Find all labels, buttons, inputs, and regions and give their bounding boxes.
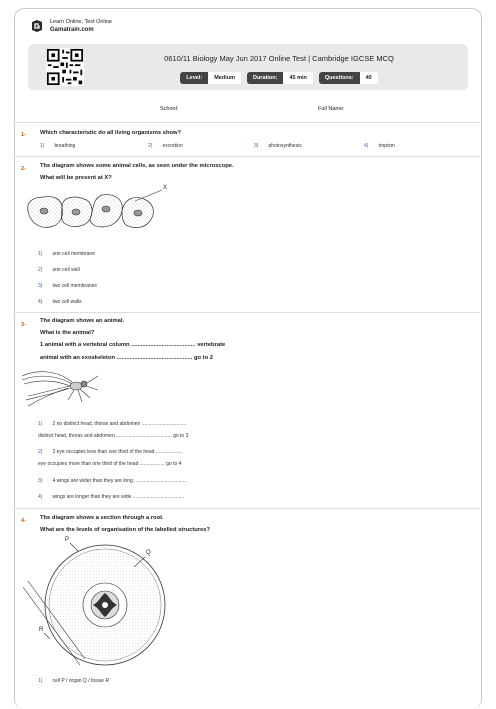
diagram-label-q: Q <box>146 550 151 556</box>
option-number: 3) <box>38 478 43 484</box>
option-number: 2) <box>38 449 43 455</box>
brand[interactable] <box>30 18 112 34</box>
option-number: 1) <box>38 678 43 684</box>
option-number: 3) <box>254 143 259 149</box>
test-title: 0610/11 Biology May Jun 2017 Online Test | Cambridge IGCSE MCQ <box>164 54 394 63</box>
option[interactable] <box>38 267 80 273</box>
diagram-label-p: P <box>65 537 70 543</box>
option-text: breathing <box>54 143 76 149</box>
duration-label: Duration: <box>247 72 283 84</box>
option-text: cell P / organ Q / tissue R <box>52 678 110 684</box>
option[interactable] <box>38 251 95 257</box>
option[interactable] <box>148 143 183 149</box>
brand-tagline: Learn Online, Test Online <box>50 19 112 25</box>
option-text: wings are longer than they are wide ..................................... <box>52 494 185 500</box>
option[interactable] <box>38 449 182 455</box>
option-text: tropism <box>378 143 395 149</box>
questions-value: 40 <box>360 72 378 84</box>
gamatrain-logo-icon <box>30 19 44 33</box>
question-text: What will be present at X? <box>40 175 112 181</box>
divider <box>14 122 480 123</box>
question-text: The diagram shows a section through a root. <box>40 515 164 521</box>
root-section-diagram <box>20 537 180 667</box>
option-text: excretion <box>162 143 183 149</box>
option-continuation: eye occupies more than one third of the head .................. go to 4 <box>38 461 182 467</box>
option-number: 1) <box>40 143 45 149</box>
duration-chip <box>247 72 313 84</box>
duration-value: 45 min <box>283 72 312 84</box>
question-text: The diagram shows an animal. <box>40 318 125 324</box>
question-text: The diagram shows some animal cells, as seen under the microscope. <box>40 163 234 169</box>
question-text: 1 animal with a vertebral column ........................................ vertebrate <box>40 342 226 348</box>
option-text: 3 eye occupies less than one third of the head ................... <box>52 449 183 455</box>
option-text: two cell walls <box>52 299 82 305</box>
option-number: 1) <box>38 251 43 257</box>
option[interactable] <box>38 478 187 484</box>
option-text: 4 wings are wider than they are long ...................................... <box>52 478 187 484</box>
option-text: one cell membrane <box>52 251 95 257</box>
option-number: 4) <box>38 299 43 305</box>
option-text: photosynthesis <box>268 143 302 149</box>
question-number: 1- <box>21 132 26 138</box>
option-continuation: distinct head, thorax and abdomen ........................................ go to 3 <box>38 433 189 439</box>
option[interactable] <box>38 494 184 500</box>
level-label: Level: <box>180 72 208 84</box>
option-number: 1) <box>38 421 43 427</box>
diagram-label-x: X <box>163 185 168 191</box>
fullname-label: Full Name: <box>318 106 345 112</box>
divider <box>14 508 480 509</box>
animal-cells-diagram <box>22 185 172 235</box>
option[interactable] <box>38 299 82 305</box>
option-text: one cell wall <box>52 267 80 273</box>
question-text: What is the animal? <box>40 330 95 336</box>
brand-site[interactable]: Gamatrain.com <box>50 27 94 33</box>
option-number: 2) <box>38 267 43 273</box>
option[interactable] <box>38 678 109 684</box>
question-number: 4- <box>21 518 26 524</box>
test-banner <box>28 44 468 90</box>
question-text: What are the levels of organisation of the labelled structures? <box>40 527 211 533</box>
option-number: 2) <box>148 143 153 149</box>
insect-diagram <box>20 366 100 410</box>
level-value: Medium <box>208 72 241 84</box>
option-number: 3) <box>38 283 43 289</box>
option-number: 4) <box>38 494 43 500</box>
school-label: School: <box>160 106 179 112</box>
option[interactable] <box>40 143 75 149</box>
option[interactable] <box>254 143 302 149</box>
option-text: 2 no distinct head, thorax and abdomen ................................ <box>52 421 187 427</box>
question-number: 3- <box>21 322 26 328</box>
option[interactable] <box>364 143 395 149</box>
option[interactable] <box>38 421 186 427</box>
option-text: two cell membranes <box>52 283 97 289</box>
level-chip <box>180 72 241 84</box>
question-number: 2- <box>21 166 26 172</box>
question-text: animal with an exoskeleton ............................................... go to 2 <box>40 355 213 361</box>
questions-label: Questions: <box>319 72 360 84</box>
option-number: 4) <box>364 143 369 149</box>
divider <box>14 312 480 313</box>
option[interactable] <box>38 283 97 289</box>
question-text: Which characteristic do all living organisms show? <box>40 130 182 136</box>
qr-code-icon <box>46 48 84 86</box>
divider <box>14 156 480 157</box>
diagram-label-r: R <box>39 627 44 633</box>
questions-chip <box>319 72 378 84</box>
